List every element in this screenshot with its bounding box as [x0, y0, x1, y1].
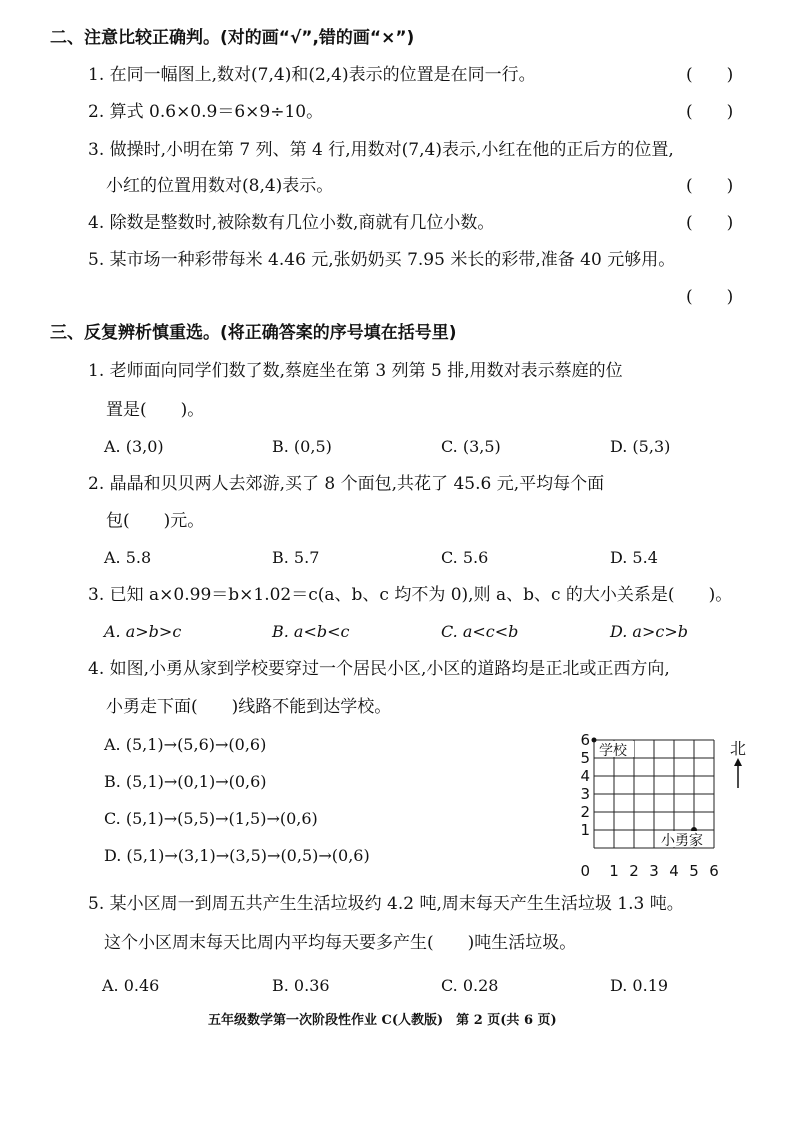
s3-q3-option-a[interactable]: A. a>b>c	[104, 622, 182, 641]
s3-q2-option-b[interactable]: B. 5.7	[272, 548, 320, 567]
y-tick-1: 1	[580, 821, 590, 839]
page-footer: 五年级数学第一次阶段性作业 C(人教版) 第 2 页(共 6 页)	[208, 1013, 557, 1028]
x-tick-1: 1	[609, 862, 619, 880]
y-tick-5: 5	[580, 749, 590, 767]
y-tick-6: 6	[580, 731, 590, 749]
s2-answer-paren-5[interactable]: ( )	[686, 287, 734, 307]
s3-q3-line-1: 3. 已知 a×0.99＝b×1.02＝c(a、b、c 均不为 0),则 a、b、c 的大小关系是( )。	[88, 585, 733, 605]
s2-answer-paren-2[interactable]: ( )	[686, 102, 734, 122]
y-tick-2: 2	[580, 803, 590, 821]
section-3-title: 三、反复辨析慎重选。(将正确答案的序号填在括号里)	[50, 323, 457, 343]
s2-item-3-line-1: 3. 做操时,小明在第 7 列、第 4 行,用数对(7,4)表示,小红在他的正后方的位置,	[88, 140, 674, 160]
school-label: 学校	[599, 743, 627, 759]
s3-q4-line-1: 4. 如图,小勇从家到学校要穿过一个居民小区,小区的道路均是正北或正西方向,	[88, 659, 670, 679]
s3-q5-option-b[interactable]: B. 0.36	[272, 976, 330, 995]
s2-item-1: 1. 在同一幅图上,数对(7,4)和(2,4)表示的位置是在同一行。	[88, 65, 536, 85]
school-point	[592, 738, 597, 743]
s3-q5-option-a[interactable]: A. 0.46	[102, 976, 160, 995]
s3-q2-option-d[interactable]: D. 5.4	[610, 548, 658, 567]
x-tick-6: 6	[709, 862, 719, 880]
s3-q3-option-b[interactable]: B. a<b<c	[272, 622, 350, 641]
s3-q4-option-a[interactable]: A. (5,1)→(5,6)→(0,6)	[104, 735, 267, 754]
s3-q1-option-d[interactable]: D. (5,3)	[610, 437, 671, 456]
s3-q1-line-1: 1. 老师面向同学们数了数,蔡庭坐在第 3 列第 5 排,用数对表示蔡庭的位	[88, 361, 623, 381]
s3-q3-option-d[interactable]: D. a>c>b	[610, 622, 688, 641]
s3-q1-option-c[interactable]: C. (3,5)	[441, 437, 501, 456]
origin-tick-0: 0	[580, 862, 590, 880]
s3-q1-option-a[interactable]: A. (3,0)	[104, 437, 164, 456]
s3-q5-line-1: 5. 某小区周一到周五共产生生活垃圾约 4.2 吨,周末每天产生生活垃圾 1.3 吨。	[88, 894, 684, 914]
north-arrow-icon	[734, 758, 742, 788]
x-tick-3: 3	[649, 862, 659, 880]
north-label: 北	[729, 739, 747, 758]
s2-item-5: 5. 某市场一种彩带每米 4.46 元,张奶奶买 7.95 米长的彩带,准备 40 元够用。	[88, 250, 676, 270]
s3-q5-line-2: 这个小区周末每天比周内平均每天要多产生( )吨生活垃圾。	[104, 933, 577, 953]
s2-answer-paren-1[interactable]: ( )	[686, 65, 734, 85]
s2-answer-paren-3[interactable]: ( )	[686, 176, 734, 196]
s3-q1-line-2: 置是( )。	[106, 400, 205, 420]
s2-item-4: 4. 除数是整数时,被除数有几位小数,商就有几位小数。	[88, 213, 495, 233]
s3-q4-line-2: 小勇走下面( )线路不能到达学校。	[106, 697, 392, 717]
s3-q4-option-c[interactable]: C. (5,1)→(5,5)→(1,5)→(0,6)	[104, 809, 318, 828]
s3-q5-option-d[interactable]: D. 0.19	[610, 976, 669, 995]
s2-item-2: 2. 算式 0.6×0.9＝6×9÷10。	[88, 102, 324, 122]
s2-answer-paren-4[interactable]: ( )	[686, 213, 734, 233]
s3-q2-option-c[interactable]: C. 5.6	[441, 548, 489, 567]
x-tick-2: 2	[629, 862, 639, 880]
s3-q1-option-b[interactable]: B. (0,5)	[272, 437, 332, 456]
s3-q2-line-2: 包( )元。	[106, 511, 205, 531]
s3-q5-option-c[interactable]: C. 0.28	[441, 976, 499, 995]
s3-q3-option-c[interactable]: C. a<c<b	[441, 622, 519, 641]
y-tick-3: 3	[580, 785, 590, 803]
s3-q2-line-1: 2. 晶晶和贝贝两人去郊游,买了 8 个面包,共花了 45.6 元,平均每个面	[88, 474, 605, 494]
s2-item-3-line-2: 小红的位置用数对(8,4)表示。	[106, 176, 334, 196]
route-grid-figure	[572, 730, 762, 885]
section-2-title: 二、注意比较正确判。(对的画“√”,错的画“×”)	[50, 28, 415, 48]
home-label: 小勇家	[661, 833, 703, 849]
y-tick-4: 4	[580, 767, 590, 785]
s3-q4-option-b[interactable]: B. (5,1)→(0,1)→(0,6)	[104, 772, 267, 791]
x-tick-4: 4	[669, 862, 679, 880]
s3-q2-option-a[interactable]: A. 5.8	[104, 548, 152, 567]
x-tick-5: 5	[689, 862, 699, 880]
s3-q4-option-d[interactable]: D. (5,1)→(3,1)→(3,5)→(0,5)→(0,6)	[104, 846, 370, 865]
